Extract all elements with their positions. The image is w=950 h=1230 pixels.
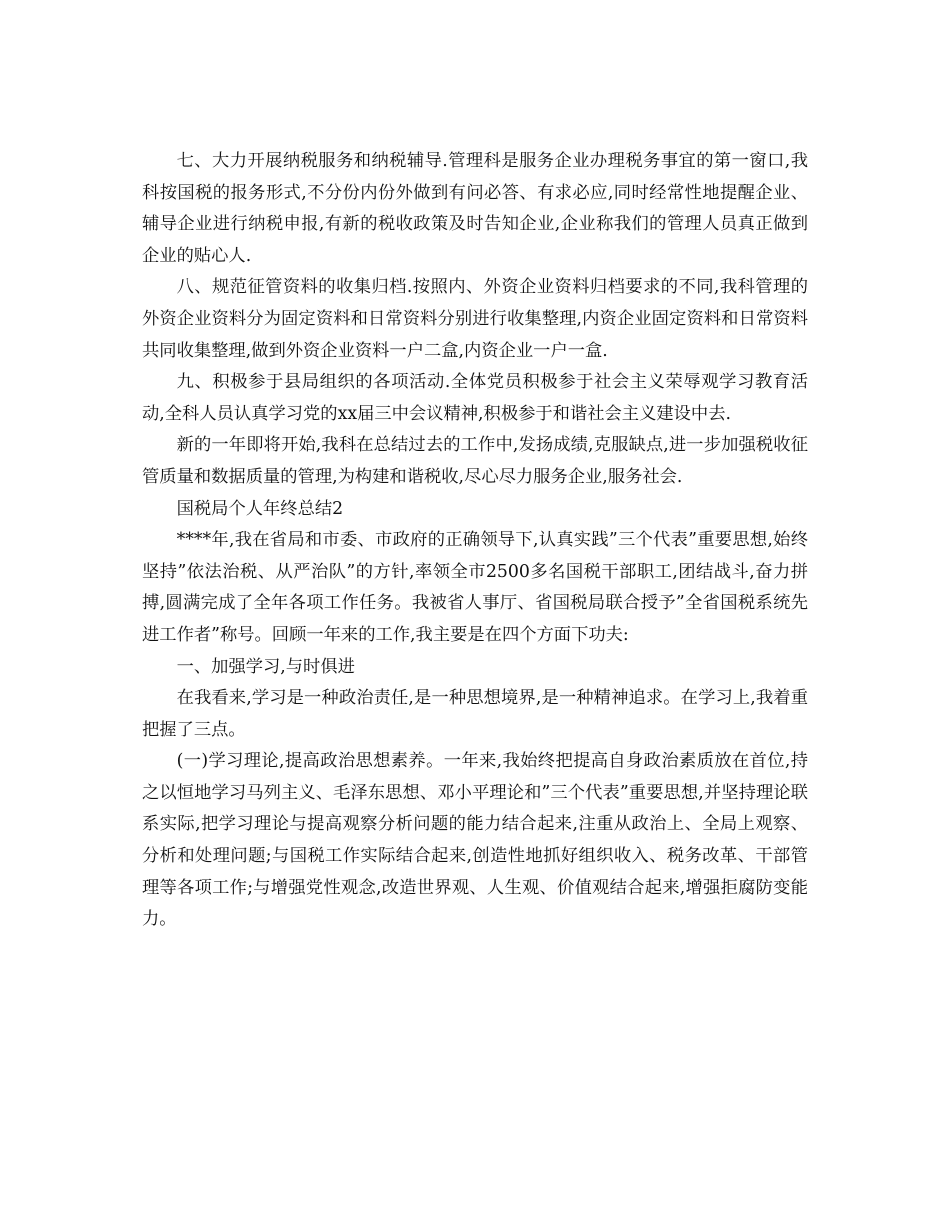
paragraph-study-intro: 在我看来,学习是一种政治责任,是一种思想境界,是一种精神追求。在学习上,我着重把握了三点。 bbox=[142, 688, 808, 740]
paragraph-eighth-archive: 八、规范征管资料的收集归档.按照内、外资企业资料归档要求的不同,我科管理的外资企业资料分为固定资料和日常资料分别进行收集整理,内资企业固定资料和日常资料共同收集整理,做到外资企业资料一户二盒,内资企业一户一盒. bbox=[142, 277, 808, 361]
section-heading-summary-2: 国税局个人年终总结2 bbox=[176, 498, 344, 519]
paragraph-ninth-activities: 九、积极参于县局组织的各项活动.全体党员积极参于社会主义荣辱观学习教育活动,全科人员认真学习党的xx届三中会议精神,积极参于和谐社会主义建设中去. bbox=[142, 372, 808, 424]
paragraph-study-theory: (一)学习理论,提高政治思想素养。一年来,我始终把提高自身政治素质放在首位,持之以恒地学习马列主义、毛泽东思想、邓小平理论和”三个代表”重要思想,并坚持理论联系实际,把学习理论与提高观察分析问题的能力结合起来,注重从政治上、全局上观察、分析和处理问题;与国税工作实际结合起来,创造性地抓好组织收入、税务改革、干部管理等各项工作;与增强党性观念,改造世界观、人生观、价值观结合起来,增强拒腐防变能力。 bbox=[142, 751, 808, 930]
paragraph-seventh-tax-service: 七、大力开展纳税服务和纳税辅导.管理科是服务企业办理税务事宜的第一窗口,我科按国税的报务形式,不分份内份外做到有问必答、有求必应,同时经常性地提醒企业、辅导企业进行纳税申报,有新的税收政策及时告知企业,企业称我们的管理人员真正做到企业的贴心人. bbox=[142, 151, 808, 266]
paragraph-year-overview: ****年,我在省局和市委、市政府的正确领导下,认真实践”三个代表”重要思想,始终坚持”依法治税、从严治队”的方针,率领全市2500多名国税干部职工,团结战斗,奋力拼搏,圆满完成了全年各项工作任务。我被省人事厅、省国税局联合授予”全省国税系统先进工作者”称号。回顾一年来的工作,我主要是在四个方面下功夫: bbox=[142, 530, 808, 645]
section-heading-study: 一、加强学习,与时俱进 bbox=[176, 656, 355, 677]
paragraph-new-year: 新的一年即将开始,我科在总结过去的工作中,发扬成绩,克服缺点,进一步加强税收征管质量和数据质量的管理,为构建和谐税收,尽心尽力服务企业,服务社会. bbox=[142, 435, 808, 487]
document-body bbox=[142, 146, 808, 936]
